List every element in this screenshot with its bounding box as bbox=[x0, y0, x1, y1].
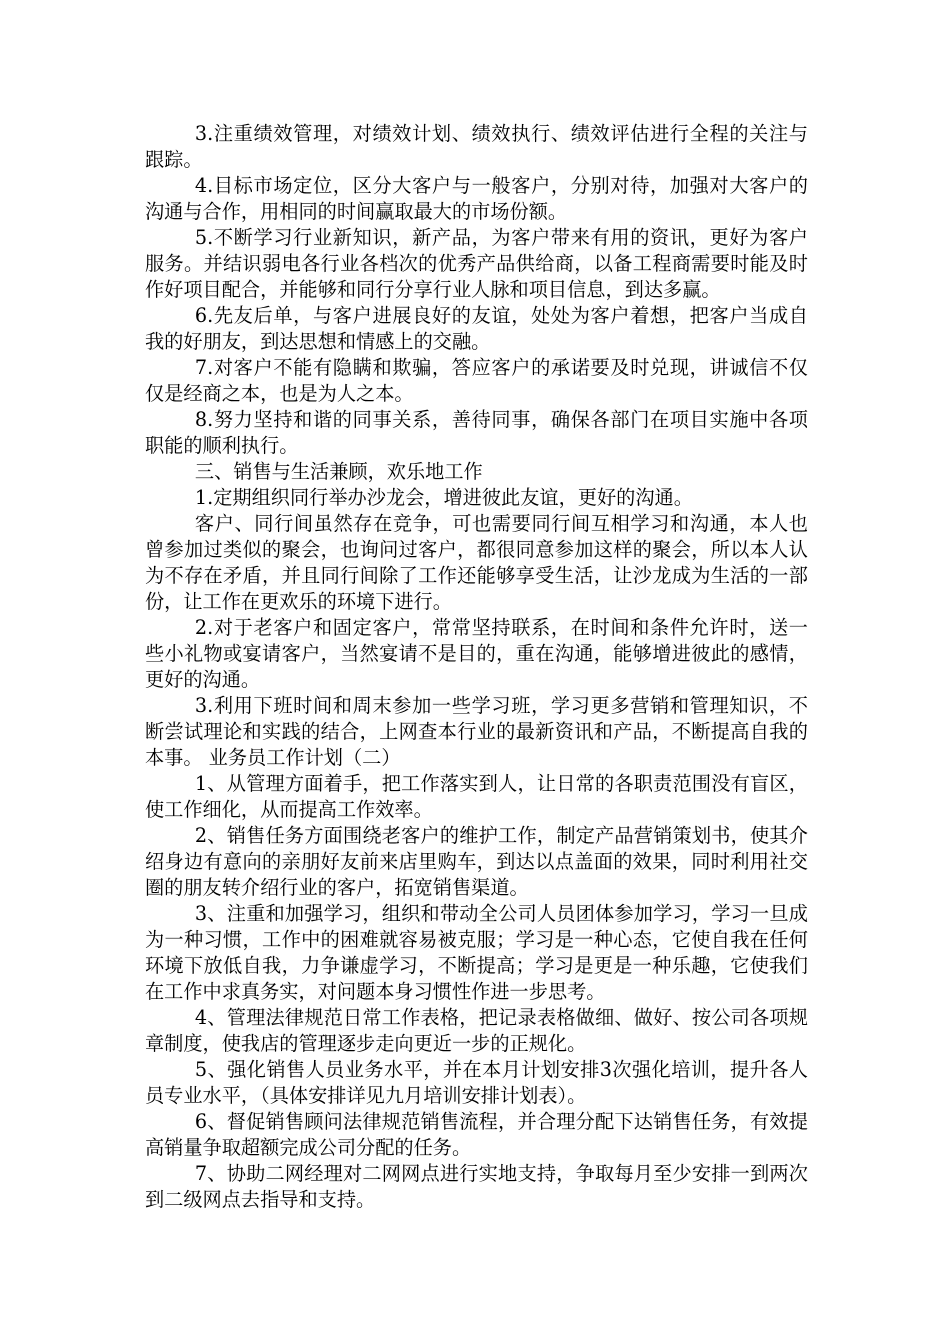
paragraph: 1、从管理方面着手，把工作落实到人，让日常的各职责范围没有盲区，使工作细化，从而提高工作效率。 bbox=[145, 772, 808, 821]
paragraph: 3、注重和加强学习，组织和带动全公司人员团体参加学习，学习一旦成为一种习惯，工作中的困难就容易被克服；学习是一种心态，它使自我在任何环境下放低自我，力争谦虚学习，不断提高；学习是更是一种乐趣，它使我们在工作中求真务实，对问题本身习惯性作进一步思考。 bbox=[145, 902, 808, 1003]
document-body bbox=[145, 121, 808, 1213]
paragraph: 4.目标市场定位，区分大客户与一般客户，分别对待，加强对大客户的沟通与合作，用相同的时间赢取最大的市场份额。 bbox=[145, 174, 808, 223]
paragraph: 3.利用下班时间和周末参加一些学习班，学习更多营销和管理知识，不断尝试理论和实践的结合，上网查本行业的最新资讯和产品，不断提高自我的本事。 业务员工作计划（二） bbox=[145, 694, 808, 769]
paragraph: 8.努力坚持和谐的同事关系，善待同事，确保各部门在项目实施中各项职能的顺利执行。 bbox=[145, 408, 808, 457]
paragraph: 客户、同行间虽然存在竞争，可也需要同行间互相学习和沟通，本人也曾参加过类似的聚会，也询问过客户，都很同意参加这样的聚会，所以本人认为不存在矛盾，并且同行间除了工作还能够享受生活，让沙龙成为生活的一部份，让工作在更欢乐的环境下进行。 bbox=[145, 512, 808, 613]
paragraph: 4、管理法律规范日常工作表格，把记录表格做细、做好、按公司各项规章制度，使我店的管理逐步走向更近一步的正规化。 bbox=[145, 1006, 808, 1055]
paragraph: 6.先友后单，与客户进展良好的友谊，处处为客户着想，把客户当成自我的好朋友，到达思想和情感上的交融。 bbox=[145, 304, 808, 353]
paragraph: 5.不断学习行业新知识，新产品，为客户带来有用的资讯，更好为客户服务。并结识弱电各行业各档次的优秀产品供给商，以备工程商需要时能及时作好项目配合，并能够和同行分享行业人脉和项目信息，到达多赢。 bbox=[145, 226, 808, 301]
paragraph: 5、强化销售人员业务水平，并在本月计划安排3次强化培训，提升各人员专业水平，（具体安排详见九月培训安排计划表）。 bbox=[145, 1058, 808, 1107]
paragraph: 6、督促销售顾问法律规范销售流程，并合理分配下达销售任务，有效提高销量争取超额完成公司分配的任务。 bbox=[145, 1110, 808, 1159]
section-heading: 三、销售与生活兼顾，欢乐地工作 bbox=[194, 460, 483, 483]
paragraph: 7、协助二网经理对二网网点进行实地支持，争取每月至少安排一到两次到二级网点去指导和支持。 bbox=[145, 1162, 808, 1211]
paragraph: 2、销售任务方面围绕老客户的维护工作，制定产品营销策划书，使其介绍身边有意向的亲朋好友前来店里购车，到达以点盖面的效果，同时利用社交圈的朋友转介绍行业的客户，拓宽销售渠道。 bbox=[145, 824, 808, 899]
paragraph: 3.注重绩效管理，对绩效计划、绩效执行、绩效评估进行全程的关注与跟踪。 bbox=[145, 122, 808, 171]
paragraph: 1.定期组织同行举办沙龙会，增进彼此友谊，更好的沟通。 bbox=[194, 486, 693, 509]
paragraph: 7.对客户不能有隐瞒和欺骗，答应客户的承诺要及时兑现，讲诚信不仅仅是经商之本，也是为人之本。 bbox=[145, 356, 808, 405]
paragraph: 2.对于老客户和固定客户，常常坚持联系，在时间和条件允许时，送一些小礼物或宴请客户，当然宴请不是目的，重在沟通，能够增进彼此的感情，更好的沟通。 bbox=[145, 616, 808, 691]
